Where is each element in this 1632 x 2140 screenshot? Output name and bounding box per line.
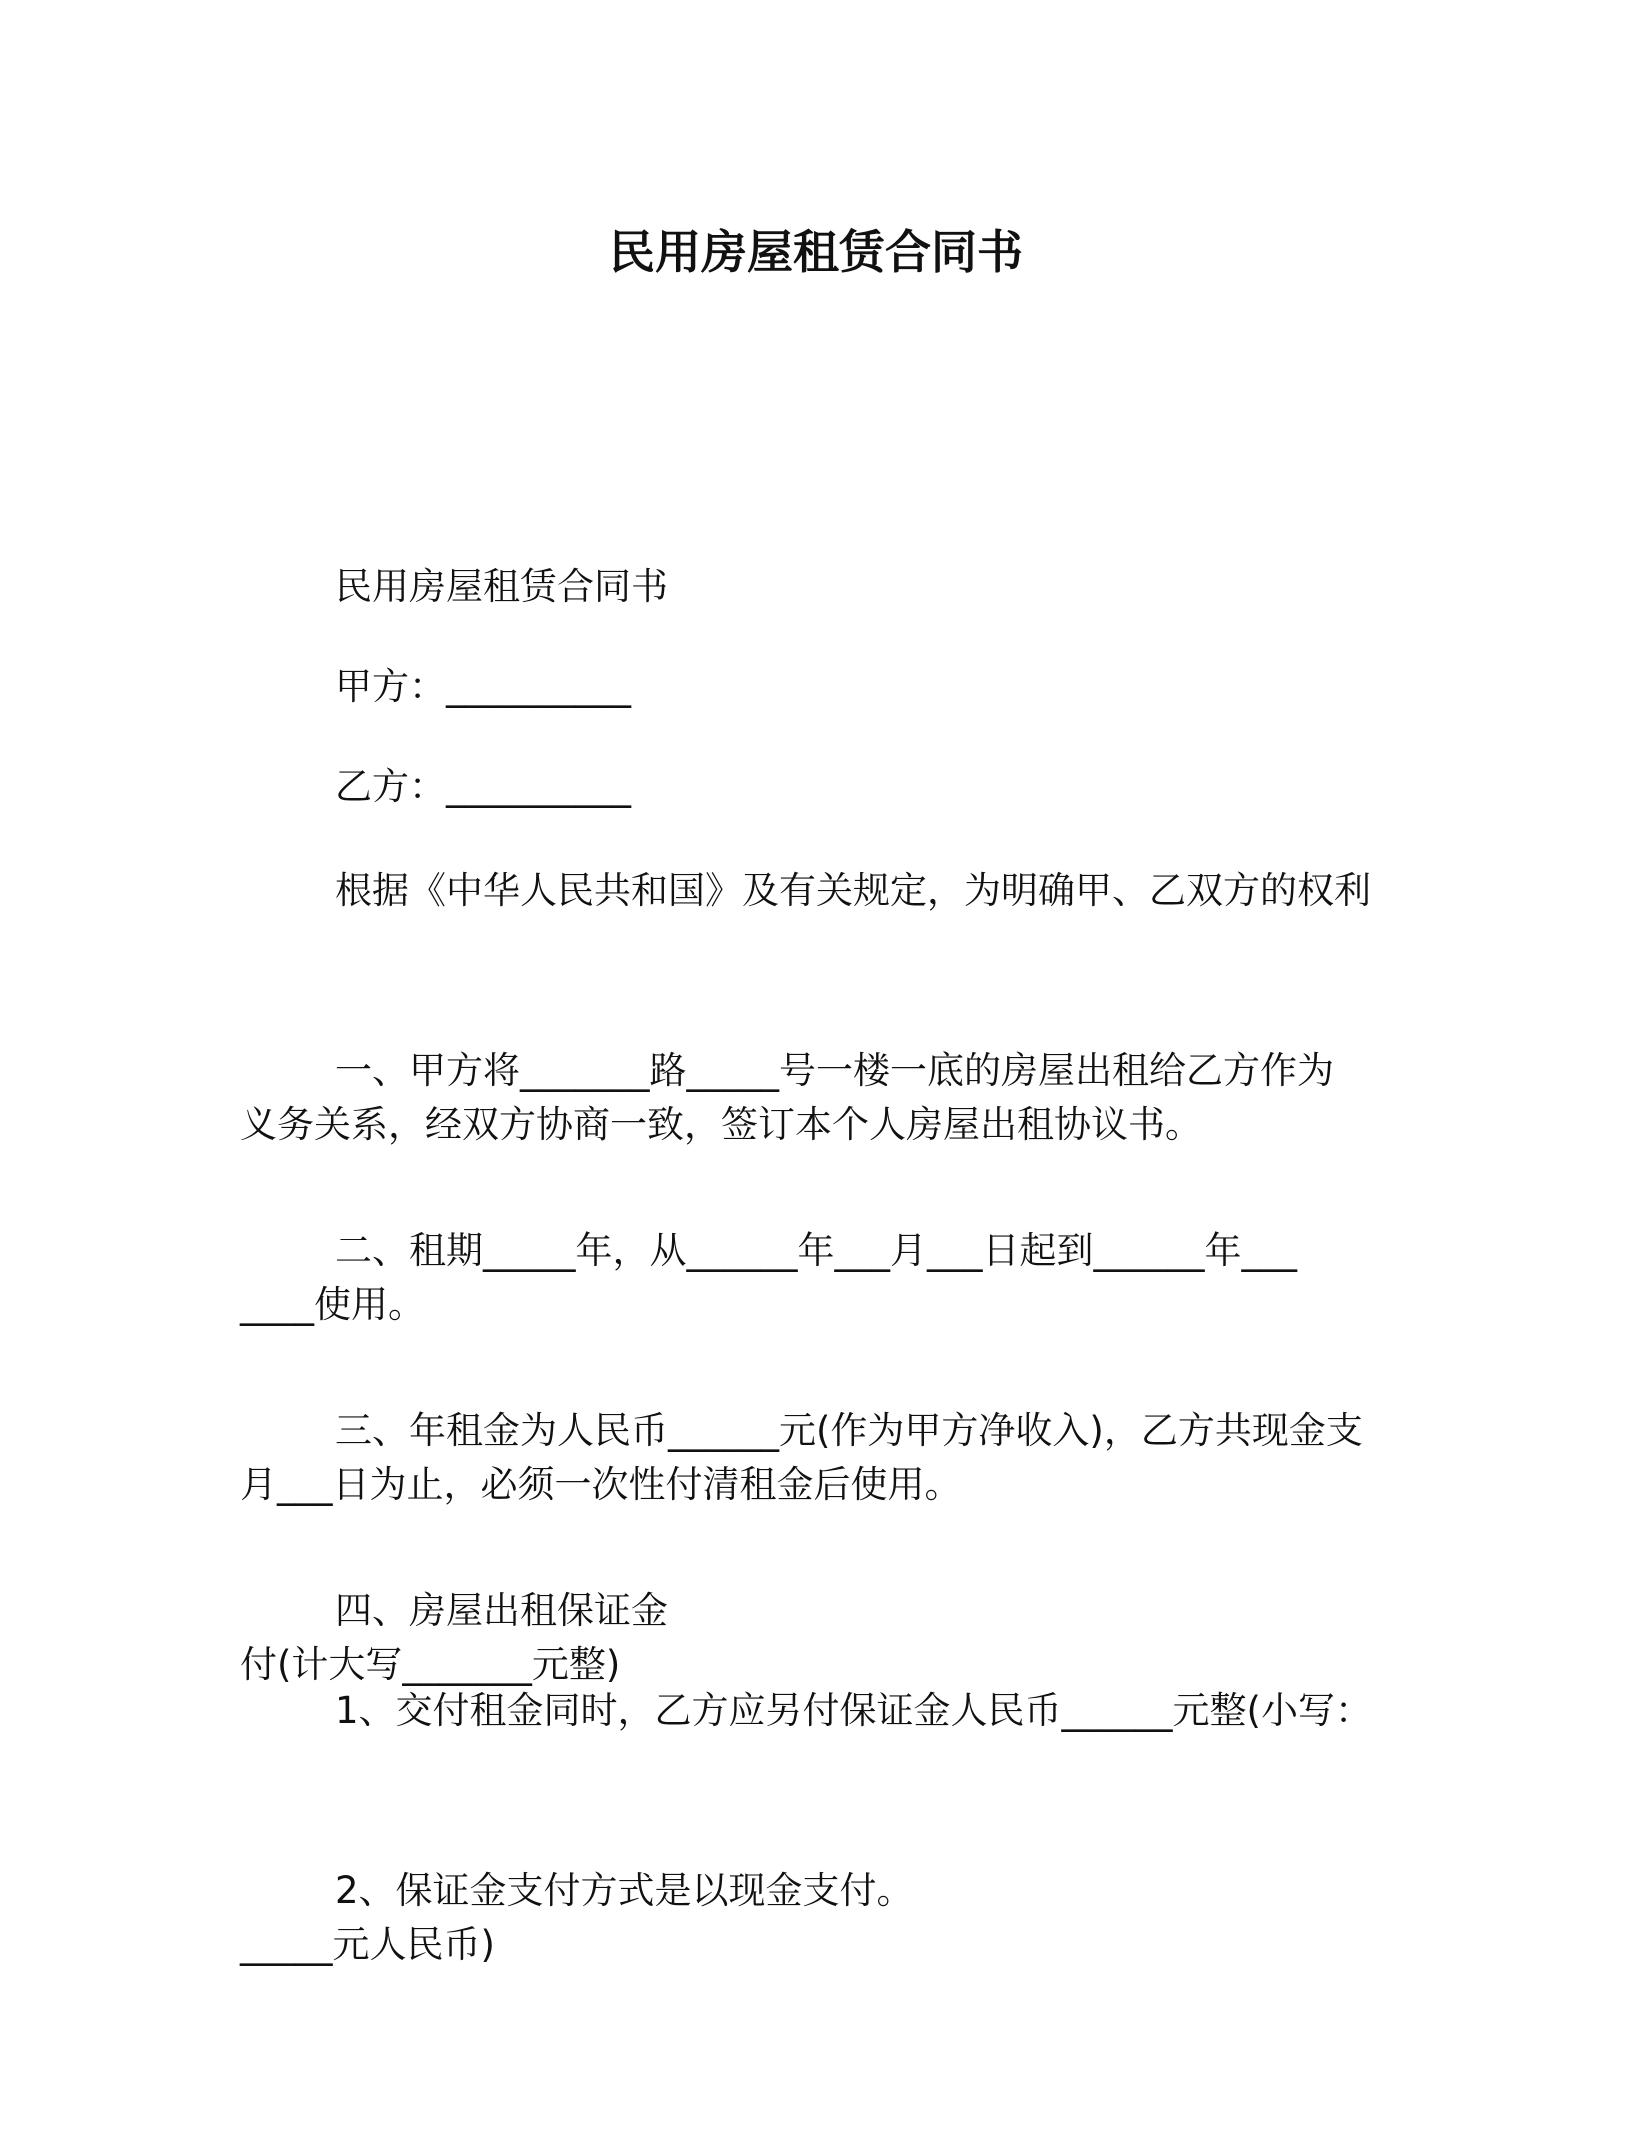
paragraph-clause-4-2 bbox=[240, 1696, 1395, 2086]
paragraph-line: 民用房屋租赁合同书 bbox=[335, 565, 668, 608]
document-title: 民用房屋租赁合同书 bbox=[609, 225, 1023, 279]
paragraph-line: 月___日为止，必须一次性付清租金后使用。 bbox=[240, 1463, 962, 1506]
paragraph-line: ____使用。 bbox=[240, 1283, 425, 1326]
paragraph-line: _____元人民币) bbox=[240, 1923, 495, 1966]
paragraph-line: 乙方：__________ bbox=[335, 765, 631, 808]
paragraph-line: 三、年租金为人民币______元(作为甲方净收入)，乙方共现金支 bbox=[335, 1409, 1363, 1452]
paragraph-line: 四、房屋出租保证金 bbox=[335, 1589, 668, 1632]
paragraph-line: 2、保证金支付方式是以现金支付。 bbox=[335, 1869, 914, 1912]
paragraph-line: 1、交付租金同时，乙方应另付保证金人民币______元整(小写： bbox=[335, 1689, 1372, 1732]
paragraph-line: 义务关系，经双方协商一致，签订本个人房屋出租协议书。 bbox=[240, 1103, 1202, 1146]
paragraph-line: 根据《中华人民共和国》及有关规定，为明确甲、乙双方的权利 bbox=[335, 869, 1371, 912]
paragraph-line: 甲方：__________ bbox=[335, 665, 631, 708]
paragraph-line: 一、甲方将_______路_____号一楼一底的房屋出租给乙方作为 bbox=[335, 1049, 1334, 1092]
paragraph-line: 付(计大写_______元整) bbox=[240, 1643, 621, 1686]
paragraph-line: 二、租期_____年，从______年___月___日起到______年___ bbox=[335, 1229, 1297, 1272]
